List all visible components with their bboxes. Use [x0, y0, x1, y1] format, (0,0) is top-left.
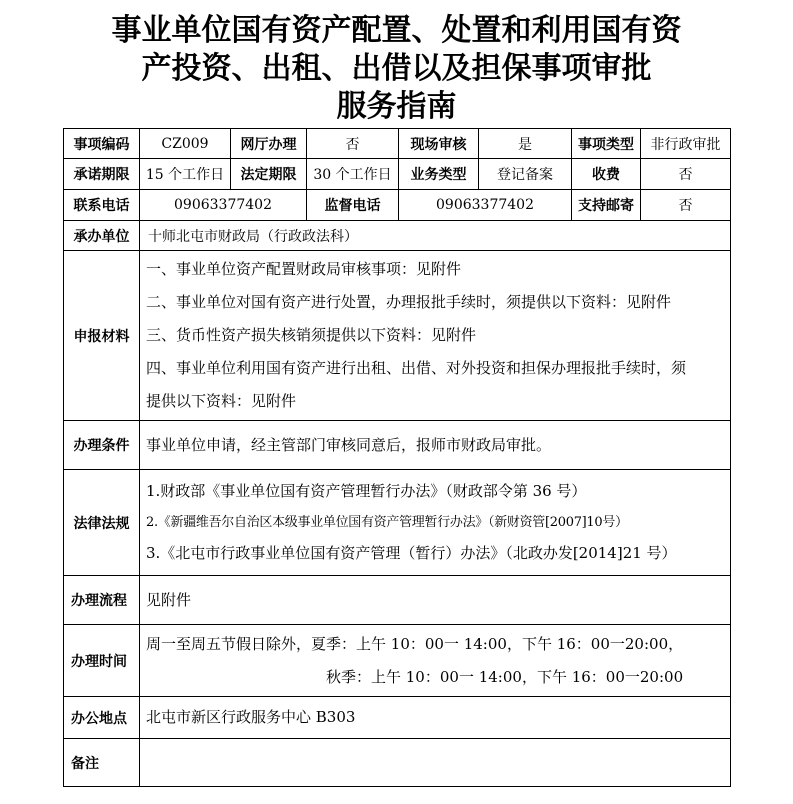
- table-row: [64, 421, 731, 470]
- table-row: [64, 697, 731, 739]
- location-label: 办公地点: [64, 697, 140, 739]
- page-title-line1: 事业单位国有资产配置、处置和利用国有资: [111, 13, 682, 48]
- materials-label: 申报材料: [64, 251, 140, 421]
- materials-item: 提供以下资料：见附件: [146, 392, 297, 410]
- materials-content: [140, 251, 731, 421]
- process-value: 见附件: [146, 590, 192, 609]
- hours-line: 周一至周五节假日除外，夏季：上午 10：00一 14:00，下午 16：00一20:00，: [146, 634, 684, 653]
- materials-item: 一、事业单位资产配置财政局审核事项：见附件: [146, 260, 462, 278]
- remarks-value: [140, 739, 731, 787]
- supervise-phone-label: 监督电话: [307, 190, 399, 221]
- materials-item: 四、事业单位利用国有资产进行出租、出借、对外投资和担保办理报批手续时，须: [146, 359, 687, 377]
- law-item: 3.《北屯市行政事业单位国有资产管理（暂行）办法》（北政办发[2014]21 号）: [146, 544, 677, 562]
- fee-value: 否: [641, 159, 731, 190]
- dept-label: 承办单位: [64, 221, 140, 251]
- materials-item: 三、货币性资产损失核销须提供以下资料：见附件: [146, 326, 477, 344]
- location-value: 北屯市新区行政服务中心 B303: [146, 708, 356, 726]
- onsite-label: 现场审核: [399, 129, 479, 159]
- promise-period-value: 15 个工作日: [140, 159, 231, 190]
- table-row: [64, 221, 731, 251]
- conditions-label: 办理条件: [64, 421, 140, 470]
- process-label: 办理流程: [64, 576, 140, 625]
- item-code-label: 事项编码: [64, 129, 140, 159]
- contact-phone-label: 联系电话: [64, 190, 140, 221]
- table-row: [64, 251, 731, 421]
- laws-content: [140, 470, 731, 576]
- location-content: [140, 697, 731, 739]
- fee-label: 收费: [572, 159, 641, 190]
- table-row: [64, 190, 731, 221]
- table-row: [64, 576, 731, 625]
- table-row: [64, 739, 731, 787]
- business-type-label: 业务类型: [399, 159, 479, 190]
- service-guide-table: [63, 128, 731, 787]
- item-code-value: CZ009: [140, 129, 231, 159]
- item-type-value: 非行政审批: [641, 129, 731, 159]
- laws-label: 法律法规: [64, 470, 140, 576]
- onsite-value: 是: [479, 129, 572, 159]
- remarks-label: 备注: [64, 739, 140, 787]
- table-row: [64, 470, 731, 576]
- law-item: 1.财政部《事业单位国有资产管理暂行办法》（财政部令第 36 号）: [146, 482, 587, 500]
- page-title-line2: 产投资、出租、出借以及担保事项审批: [141, 51, 652, 86]
- process-content: [140, 576, 731, 625]
- legal-period-label: 法定期限: [231, 159, 307, 190]
- law-item: 2.《新疆维吾尔自治区本级事业单位国有资产管理暂行办法》（新财资管[2007]10号）: [146, 515, 628, 530]
- page-title-line3: 服务指南: [336, 89, 457, 124]
- contact-phone-value: 09063377402: [140, 190, 307, 221]
- item-type-label: 事项类型: [572, 129, 641, 159]
- legal-period-value: 30 个工作日: [307, 159, 399, 190]
- hours-label: 办理时间: [64, 625, 140, 697]
- hours-content: [140, 625, 731, 697]
- materials-item: 二、事业单位对国有资产进行处置，办理报批手续时，须提供以下资料：见附件: [146, 293, 672, 311]
- table-row: [64, 129, 731, 159]
- table-row: [64, 625, 731, 697]
- table-row: [64, 159, 731, 190]
- hours-line: 秋季：上午 10：00一 14:00，下午 16：00一20:00: [326, 667, 684, 686]
- supervise-phone-value: 09063377402: [399, 190, 572, 221]
- mail-support-label: 支持邮寄: [572, 190, 641, 221]
- online-value: 否: [307, 129, 399, 159]
- mail-support-value: 否: [641, 190, 731, 221]
- conditions-content: [140, 421, 731, 470]
- promise-period-label: 承诺期限: [64, 159, 140, 190]
- conditions-value: 事业单位申请，经主管部门审核同意后，报师市财政局审批。: [146, 435, 552, 454]
- dept-value: 十师北屯市财政局（行政政法科）: [140, 221, 731, 251]
- online-label: 网厅办理: [231, 129, 307, 159]
- business-type-value: 登记备案: [479, 159, 572, 190]
